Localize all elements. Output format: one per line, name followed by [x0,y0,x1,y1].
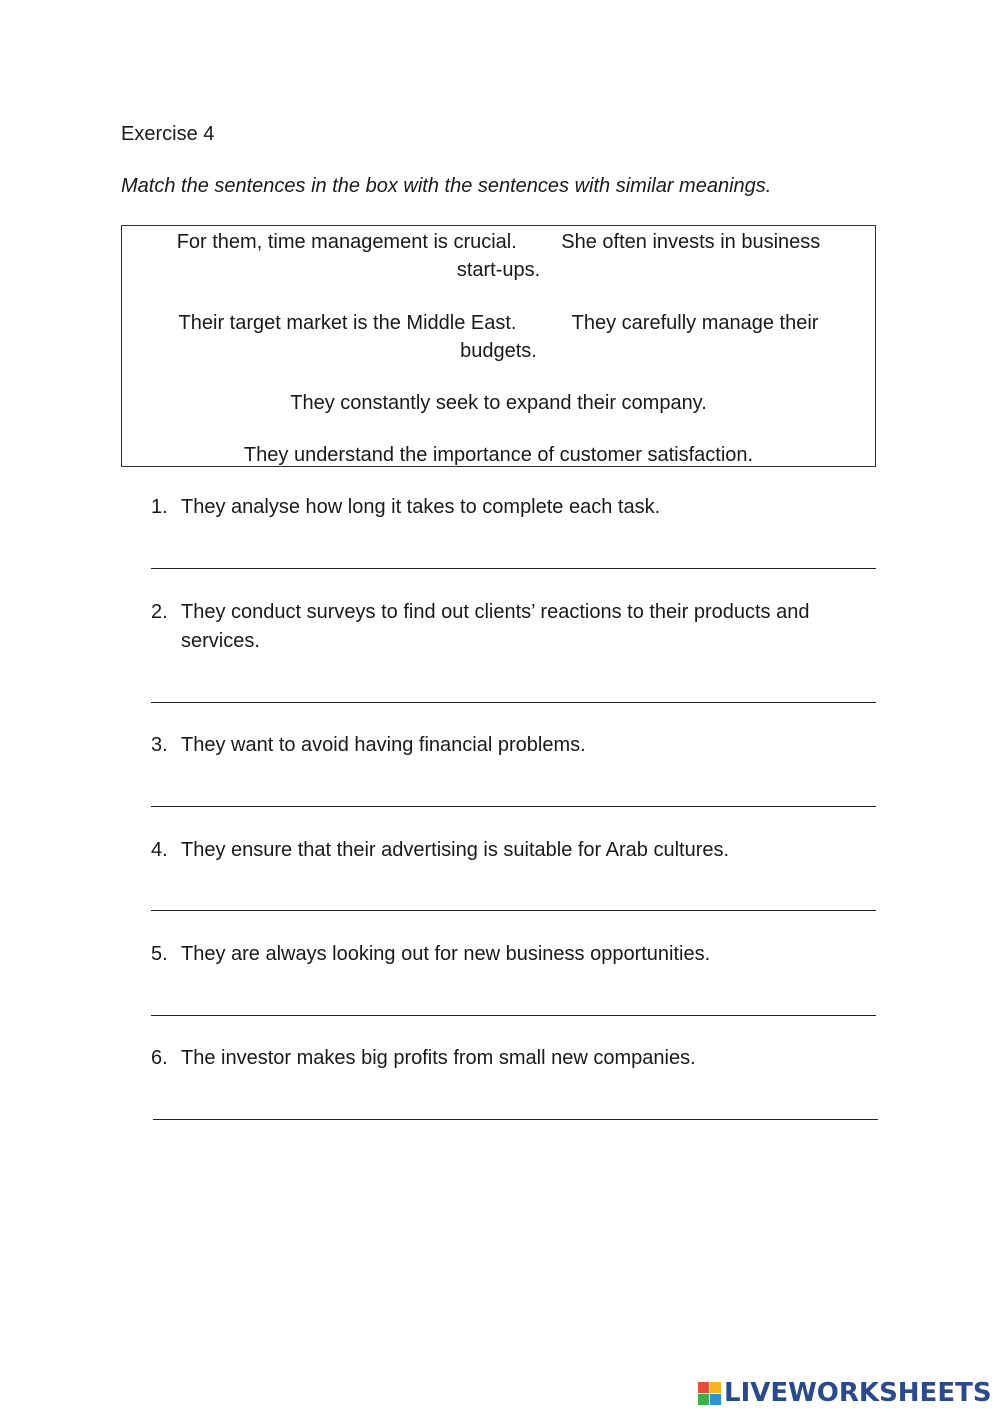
box-line: Their target market is the Middle East. They carefully manage their [178,312,819,334]
answer-input-2[interactable] [151,702,876,703]
question-4 [151,836,881,865]
question-number: 2. [151,601,168,623]
liveworksheets-logo [698,1378,992,1408]
answer-input-3[interactable] [151,806,876,807]
logo-square [698,1382,709,1393]
question-number: 3. [151,734,168,756]
question-text: They analyse how long it takes to complete each task. [181,496,661,518]
logo-square [710,1394,721,1405]
question-number: 6. [151,1047,168,1069]
question-text: They ensure that their advertising is suitable for Arab cultures. [181,839,730,861]
logo-icon [698,1382,721,1405]
answer-input-4[interactable] [151,910,876,911]
box-line: They constantly seek to expand their company. [290,392,707,414]
answer-input-6[interactable] [153,1119,878,1120]
question-6 [151,1044,881,1073]
question-5 [151,940,881,969]
logo-square [698,1394,709,1405]
box-line: start-ups. [456,259,541,281]
question-text: They are always looking out for new business opportunities. [181,943,711,965]
box-line: For them, time management is crucial. She often invests in business [176,231,821,253]
question-text: They want to avoid having financial problems. [181,734,586,756]
question-number: 4. [151,839,168,861]
answer-input-5[interactable] [151,1015,876,1016]
box-line: They understand the importance of customer satisfaction. [243,444,754,466]
question-2 [151,598,881,656]
question-text: They conduct surveys to find out clients’ reactions to their products and services. [181,601,810,652]
exercise-title: Exercise 4 [121,123,215,145]
question-text: The investor makes big profits from small new companies. [181,1047,696,1069]
question-number: 5. [151,943,168,965]
box-line: budgets. [460,340,537,362]
question-3 [151,731,881,760]
logo-square [710,1382,721,1393]
answer-input-1[interactable] [151,568,876,569]
sentence-box [121,225,876,467]
logo-text: LIVEWORKSHEETS [724,1378,992,1408]
question-number: 1. [151,496,168,518]
exercise-instructions: Match the sentences in the box with the sentences with similar meanings. [121,175,772,197]
question-1 [151,493,881,522]
